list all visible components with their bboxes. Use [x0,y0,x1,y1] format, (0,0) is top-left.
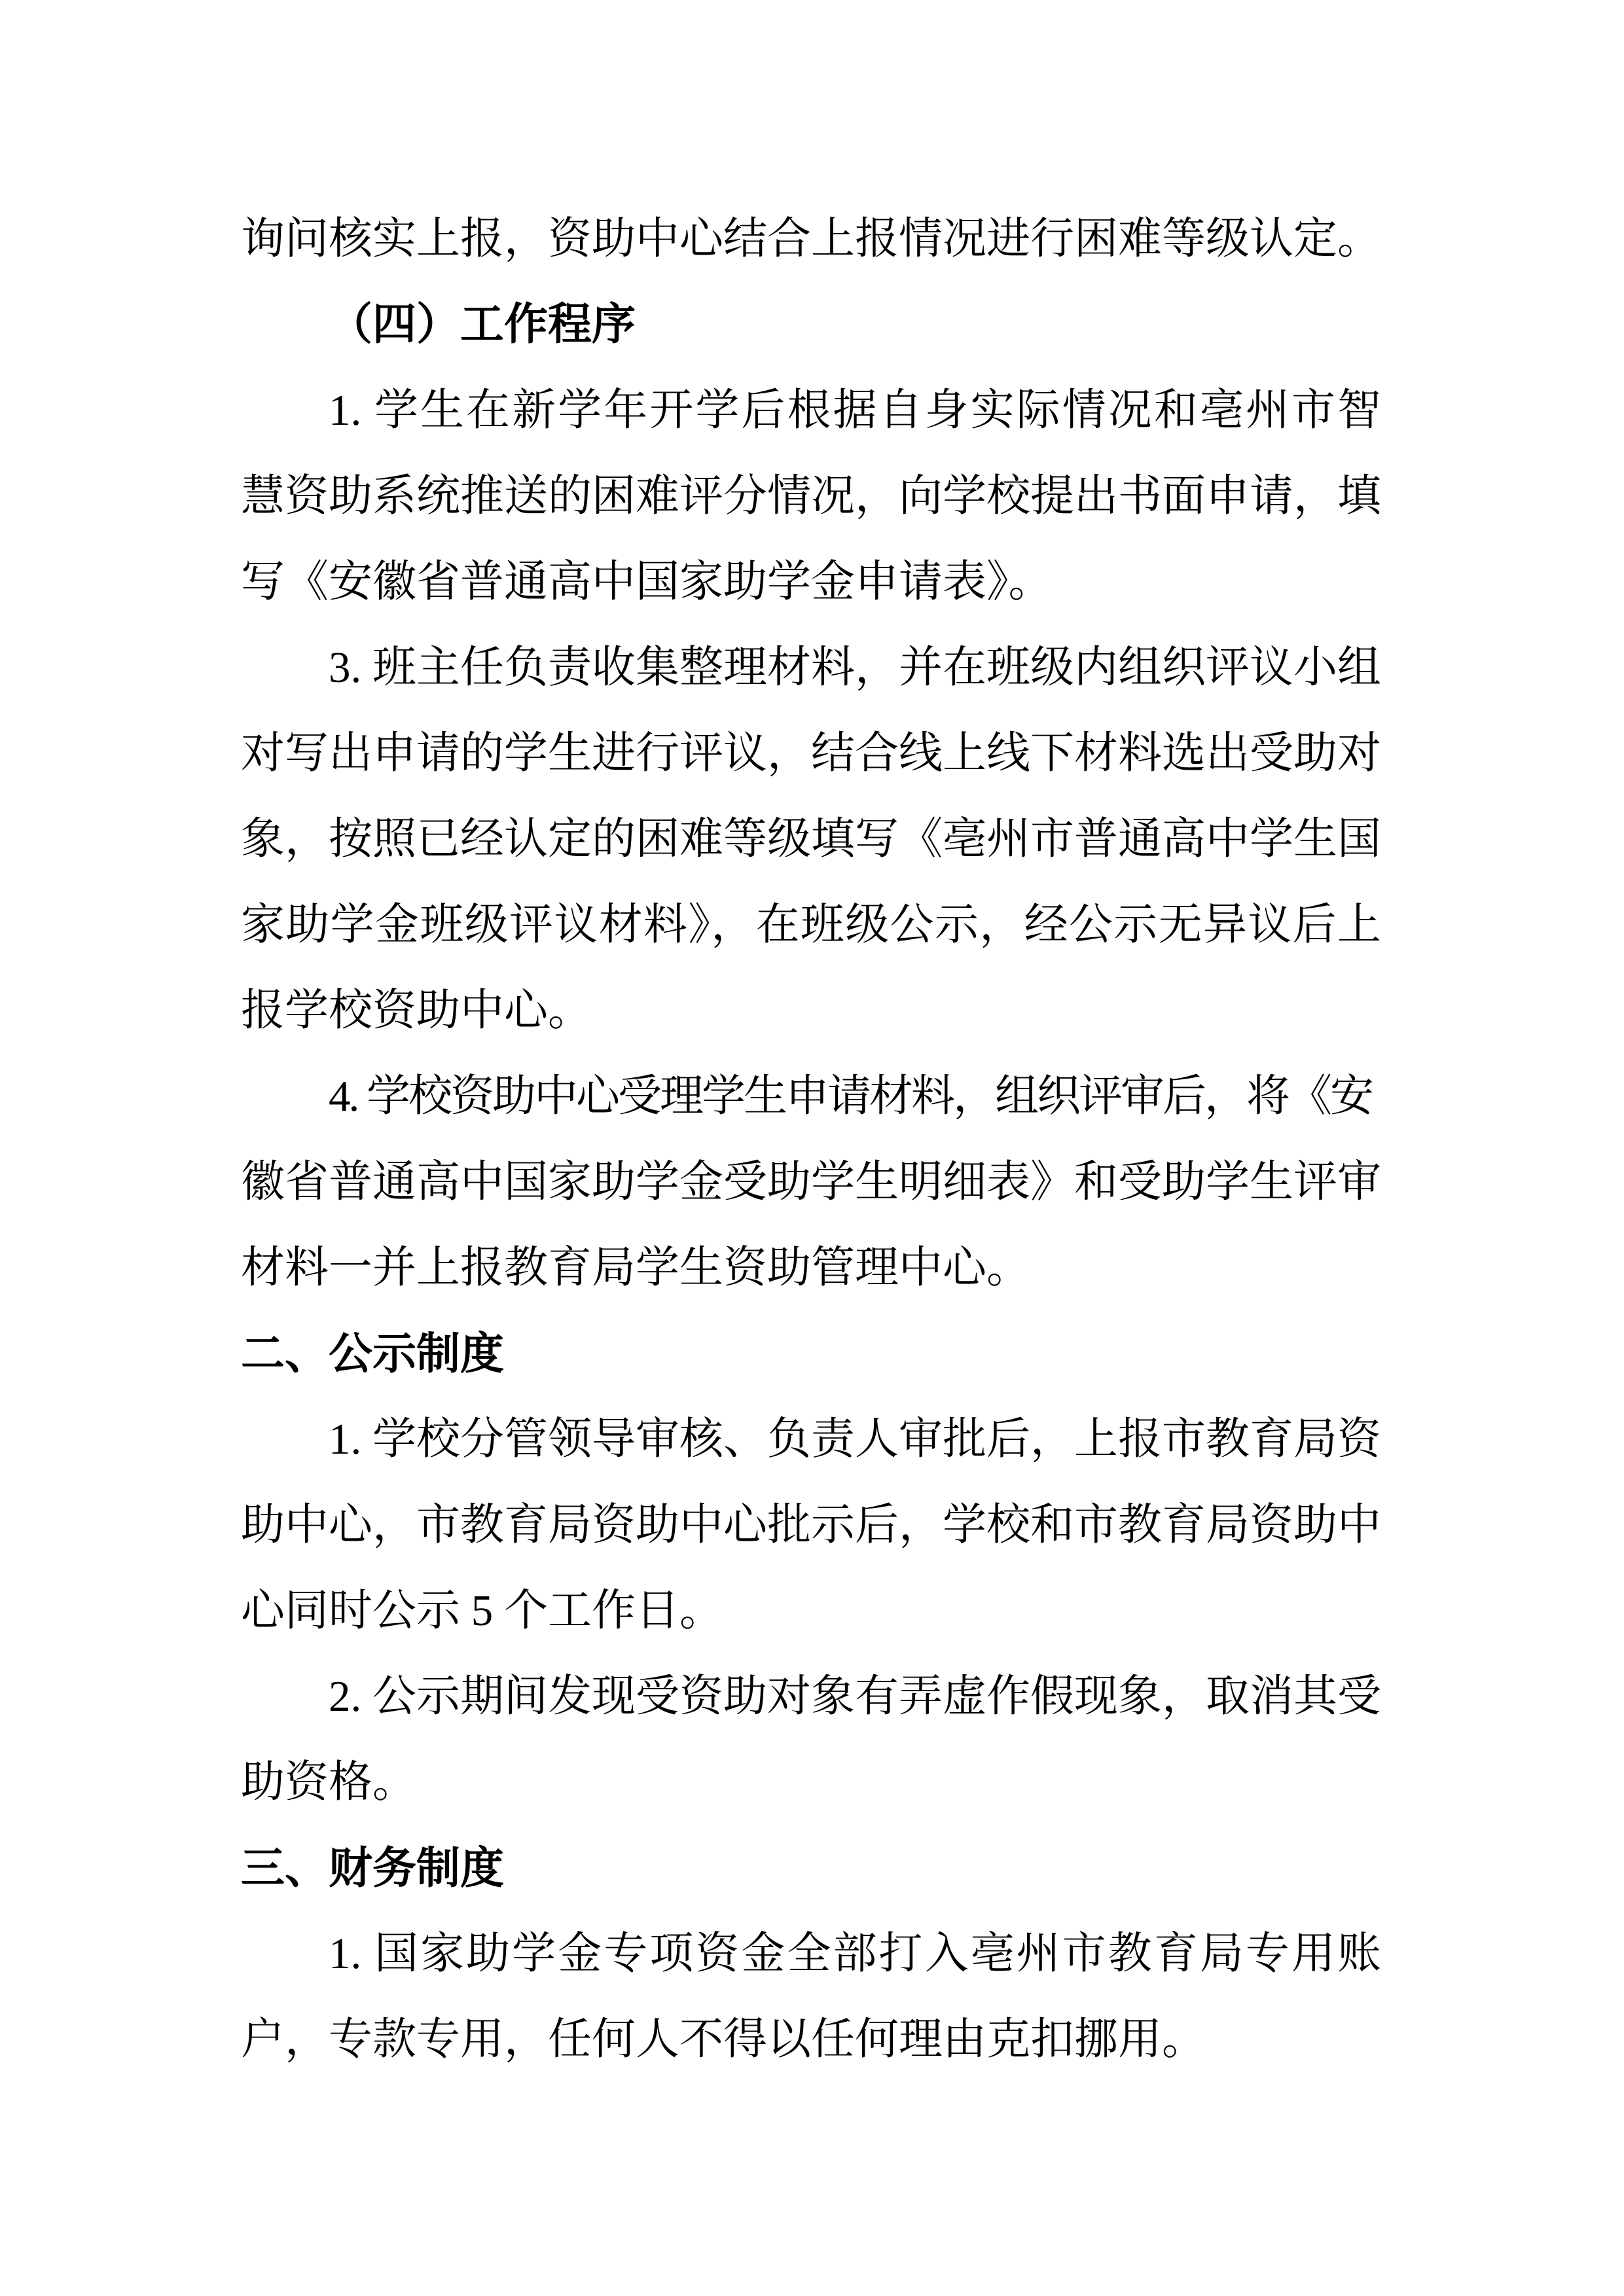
text-line: 徽省普通高中国家助学金受助学生明细表》和受助学生评审 [241,1158,1381,1206]
section-heading: 二、公示制度 [241,1329,504,1378]
text-line: 象，按照已经认定的困难等级填写《亳州市普通高中学生国 [241,815,1381,863]
text-line: 1. 国家助学金专项资金全部打入亳州市教育局专用账 [329,1929,1381,1978]
text-line: 3. 班主任负责收集整理材料，并在班级内组织评议小组 [329,643,1381,692]
text-line: 助中心，市教育局资助中心批示后，学校和市教育局资助中 [241,1501,1381,1549]
text-line: 助资格。 [241,1758,416,1806]
text-line: 4. 学校资助中心受理学生申请材料，组织评审后，将《安 [329,1072,1372,1121]
text-line: 对写出申请的学生进行评议，结合线上线下材料选出受助对 [241,729,1381,778]
text-line: 家助学金班级评议材料》，在班级公示，经公示无异议后上 [241,901,1381,949]
text-line: 写《安徽省普通高中国家助学金申请表》。 [241,558,1053,606]
section-heading: （四）工作程序 [329,300,636,349]
document-body [241,196,1381,2083]
text-line: 心同时公示 5 个工作日。 [241,1587,723,1635]
text-line: 报学校资助中心。 [241,986,592,1035]
text-line: 询问核实上报，资助中心结合上报情况进行困难等级认定。 [241,215,1381,263]
text-line: 1. 学生在新学年开学后根据自身实际情况和亳州市智 [329,386,1381,435]
section-heading: 三、财务制度 [241,1844,504,1893]
text-line: 慧资助系统推送的困难评分情况，向学校提出书面申请，填 [241,472,1381,520]
text-line: 2. 公示期间发现受资助对象有弄虚作假现象，取消其受 [329,1672,1381,1721]
text-line: 1. 学校分管领导审核、负责人审批后，上报市教育局资 [329,1415,1381,1463]
text-line: 户，专款专用，任何人不得以任何理由克扣挪用。 [241,2015,1206,2064]
text-line: 材料一并上报教育局学生资助管理中心。 [241,1244,1030,1292]
